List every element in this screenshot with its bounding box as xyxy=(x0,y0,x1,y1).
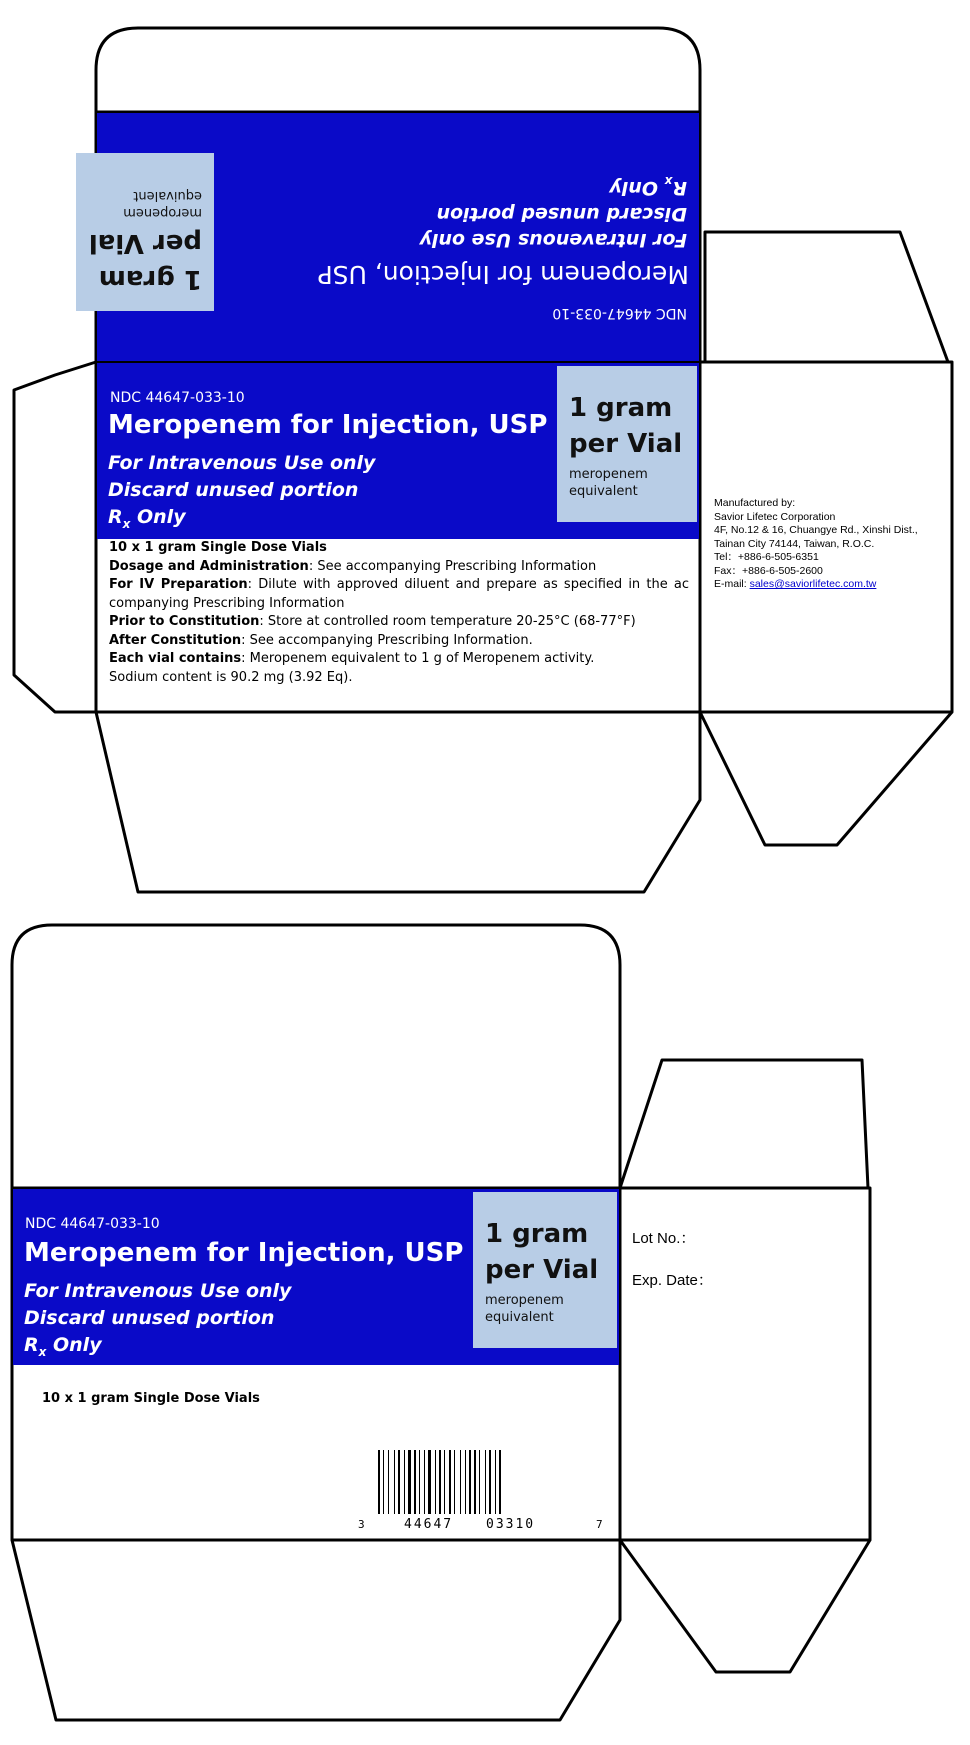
inverted-strength-1: 1 gram xyxy=(98,264,202,294)
manufacturer-block xyxy=(714,497,946,592)
prior-line: Prior to Constitution: Store at controlled room temperature 20-25°C (68-77°F) xyxy=(109,614,636,629)
bottom-tuck-flap xyxy=(12,925,620,1188)
top-front-discard: Discard unused portion xyxy=(108,479,359,501)
inverted-rx-only: $R_x$ Only xyxy=(609,174,687,199)
barcode-bar xyxy=(394,1450,395,1514)
dosage-line: Dosage and Administration: See accompanying Prescribing Information xyxy=(109,558,597,574)
sodium-line: Sodium content is 90.2 mg (3.92 Eq). xyxy=(109,669,353,685)
barcode-bar xyxy=(454,1450,455,1514)
mfr-heading: Manufactured by: xyxy=(714,497,796,509)
email-link[interactable]: sales@saviorlifetec.com.tw xyxy=(749,578,877,590)
top-front-equiv-2: equivalent xyxy=(569,484,638,499)
bottom-bottom-flap xyxy=(12,1540,620,1720)
barcode-bar xyxy=(479,1450,480,1514)
top-front-strength-1: 1 gram xyxy=(569,393,673,423)
barcode-bar xyxy=(465,1450,466,1514)
barcode-bar xyxy=(485,1450,486,1514)
mfr-email-line: E-mail: sales@saviorlifetec.com.tw xyxy=(714,578,877,590)
top-front-ndc: NDC 44647-033-10 xyxy=(110,390,245,406)
vial-count: 10 x 1 gram Single Dose Vials xyxy=(109,540,327,555)
inverted-strength-2: per Vial xyxy=(88,228,202,258)
barcode-bar xyxy=(414,1450,416,1514)
bottom-front-strength-1: 1 gram xyxy=(485,1219,589,1249)
barcode-bar xyxy=(460,1450,461,1514)
barcode-bar xyxy=(404,1450,405,1514)
barcode-right-digit: 7 xyxy=(596,1518,603,1530)
mfr-address-1: 4F, No.12 & 16, Chuangye Rd., Xinshi Dist., xyxy=(714,524,918,536)
each-vial-line: Each vial contains: Meropenem equivalent to 1 g of Meropenem activity. xyxy=(109,651,595,666)
top-front-title: Meropenem for Injection, USP xyxy=(108,410,548,440)
barcode-bar xyxy=(428,1450,431,1514)
inverted-route: For Intravenous Use only xyxy=(419,229,687,251)
barcode-bar xyxy=(469,1450,471,1514)
bottom-front-title: Meropenem for Injection, USP xyxy=(24,1238,464,1268)
barcode-group-1: 44647 xyxy=(404,1517,454,1530)
mfr-address-2: Tainan City 74144, Taiwan, R.O.C. xyxy=(714,537,875,550)
inverted-strength-box xyxy=(76,153,214,311)
barcode-bar xyxy=(408,1450,411,1514)
bottom-front-ndc: NDC 44647-033-10 xyxy=(25,1216,160,1232)
barcode-bar xyxy=(388,1450,389,1514)
bottom-front-route: For Intravenous Use only xyxy=(24,1280,292,1302)
barcode-left-digit: 3 xyxy=(358,1518,365,1530)
bottom-front-strength-2: per Vial xyxy=(485,1255,599,1285)
barcode-bar xyxy=(435,1450,436,1514)
barcode-bar xyxy=(398,1450,400,1514)
lot-number-label: Lot No.： xyxy=(632,1230,696,1247)
top-front-strength-2: per Vial xyxy=(569,429,683,459)
bottom-vial-count: 10 x 1 gram Single Dose Vials xyxy=(42,1391,260,1406)
barcode-bar xyxy=(444,1450,445,1514)
mfr-fax: Fax：+886-6-505-2600 xyxy=(714,564,823,577)
inverted-equiv-1: meropenem xyxy=(123,205,202,220)
mfr-company: Savior Lifetec Corporation xyxy=(714,510,836,523)
bottom-front-discard: Discard unused portion xyxy=(24,1307,275,1329)
barcode-group-2: 03310 xyxy=(486,1517,536,1530)
barcode-bar xyxy=(495,1450,496,1514)
top-bottom-flap xyxy=(96,712,700,892)
top-front-route: For Intravenous Use only xyxy=(108,452,376,474)
inverted-equiv-2: equivalent xyxy=(133,188,202,203)
top-side-dust-flap-lower xyxy=(700,712,952,845)
top-tuck-flap xyxy=(96,28,700,112)
barcode-bar xyxy=(378,1450,380,1514)
barcode-bar xyxy=(419,1450,420,1514)
bottom-front-equiv-1: meropenem xyxy=(485,1293,564,1308)
prep-line: For IV Preparation: Dilute with approved diluent and prepare as specified in the ac xyxy=(109,577,689,592)
barcode xyxy=(358,1450,608,1530)
after-line: After Constitution: See accompanying Prescribing Information. xyxy=(109,632,533,648)
top-front-equiv-1: meropenem xyxy=(569,467,648,482)
bottom-front-rx-only: $R_x$ Only xyxy=(24,1334,102,1359)
top-front-rx-only: $R_x$ Only xyxy=(108,506,186,531)
top-front-strength-box xyxy=(557,366,697,522)
bottom-side-dust-flap-lower xyxy=(620,1540,870,1672)
prep-line-continued: companying Prescribing Information xyxy=(109,595,345,611)
inverted-title: Meropenem for Injection, USP xyxy=(317,260,689,289)
bottom-front-equiv-2: equivalent xyxy=(485,1310,554,1325)
bottom-side-dust-flap-upper xyxy=(620,1060,868,1188)
barcode-bar xyxy=(474,1450,476,1514)
top-glue-flap-left xyxy=(14,362,96,712)
top-side-dust-flap-upper xyxy=(705,232,948,362)
barcode-bar xyxy=(489,1450,491,1514)
bottom-front-strength-box xyxy=(473,1192,617,1348)
barcode-bar xyxy=(383,1450,384,1514)
barcode-bar xyxy=(449,1450,451,1514)
inverted-ndc: NDC 44647-033-10 xyxy=(552,305,687,321)
inverted-discard: Discard unused portion xyxy=(436,203,687,225)
inverted-panel-content xyxy=(88,113,699,361)
barcode-bar xyxy=(439,1450,441,1514)
mfr-tel: Tel：+886-6-505-6351 xyxy=(714,551,819,563)
top-front-info-block xyxy=(109,539,689,687)
barcode-bar xyxy=(424,1450,425,1514)
exp-date-label: Exp. Date： xyxy=(632,1272,713,1289)
barcode-bar xyxy=(499,1450,501,1514)
